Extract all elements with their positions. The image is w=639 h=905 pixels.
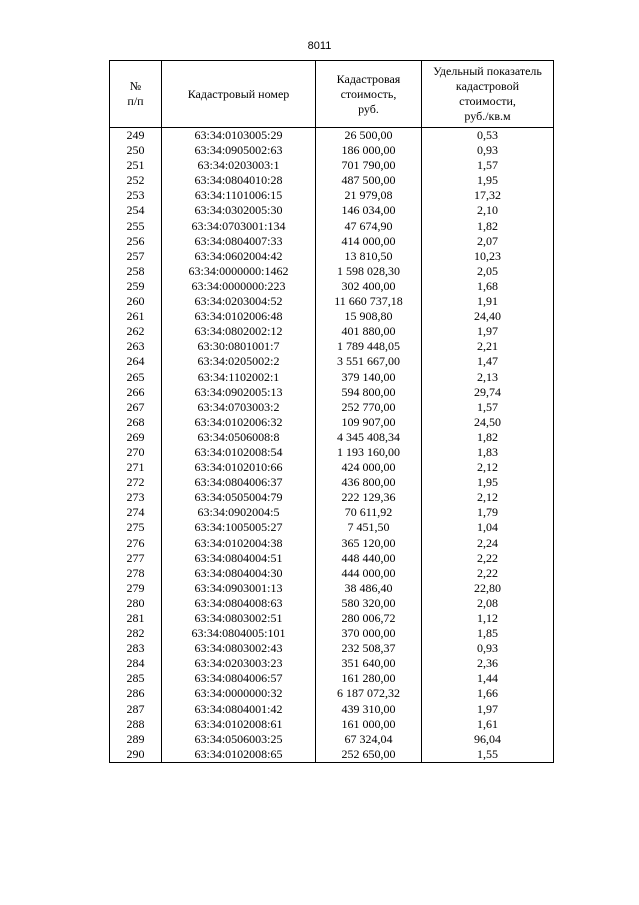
- cadastral-value-cell: 3 551 667,00: [316, 354, 422, 369]
- cadastral-value-cell: 11 660 737,18: [316, 294, 422, 309]
- cadastral-value-cell: 109 907,00: [316, 415, 422, 430]
- cadastral-number-cell: 63:34:0804006:37: [162, 475, 316, 490]
- cadastral-number-cell: 63:34:0102006:32: [162, 415, 316, 430]
- cadastral-number-cell: 63:34:1102002:1: [162, 370, 316, 385]
- table-row: [110, 641, 554, 656]
- header-specific-value: Удельный показатель кадастровой стоимости, руб./кв.м: [422, 61, 554, 128]
- cadastral-value-cell: 21 979,08: [316, 188, 422, 203]
- specific-value-cell: 1,57: [422, 400, 554, 415]
- specific-value-cell: 2,12: [422, 490, 554, 505]
- cadastral-value-cell: 701 790,00: [316, 158, 422, 173]
- row-number-cell: 285: [110, 671, 162, 686]
- header-row: [110, 61, 554, 128]
- table-row: [110, 536, 554, 551]
- specific-value-cell: 1,95: [422, 475, 554, 490]
- row-number-cell: 269: [110, 430, 162, 445]
- cadastral-value-cell: 38 486,40: [316, 581, 422, 596]
- table-row: [110, 747, 554, 763]
- cadastral-value-cell: 580 320,00: [316, 596, 422, 611]
- specific-value-cell: 24,50: [422, 415, 554, 430]
- specific-value-cell: 1,97: [422, 702, 554, 717]
- cadastral-value-cell: 26 500,00: [316, 128, 422, 144]
- cadastral-value-cell: 6 187 072,32: [316, 686, 422, 701]
- cadastral-number-cell: 63:30:0801001:7: [162, 339, 316, 354]
- table-row: [110, 354, 554, 369]
- cadastral-number-cell: 63:34:0000000:223: [162, 279, 316, 294]
- cadastral-number-cell: 63:34:0804006:57: [162, 671, 316, 686]
- row-number-cell: 268: [110, 415, 162, 430]
- row-number-cell: 282: [110, 626, 162, 641]
- cadastral-number-cell: 63:34:0804005:101: [162, 626, 316, 641]
- table-row: [110, 611, 554, 626]
- specific-value-cell: 1,68: [422, 279, 554, 294]
- cadastral-number-cell: 63:34:0102010:66: [162, 460, 316, 475]
- cadastral-number-cell: 63:34:0804004:51: [162, 551, 316, 566]
- cadastral-number-cell: 63:34:0103005:29: [162, 128, 316, 144]
- specific-value-cell: 1,82: [422, 219, 554, 234]
- specific-value-cell: 1,12: [422, 611, 554, 626]
- cadastral-value-cell: 365 120,00: [316, 536, 422, 551]
- row-number-cell: 252: [110, 173, 162, 188]
- row-number-cell: 251: [110, 158, 162, 173]
- specific-value-cell: 2,07: [422, 234, 554, 249]
- cadastral-number-cell: 63:34:0506008:8: [162, 430, 316, 445]
- row-number-cell: 260: [110, 294, 162, 309]
- cadastral-value-cell: 351 640,00: [316, 656, 422, 671]
- row-number-cell: 261: [110, 309, 162, 324]
- specific-value-cell: 1,82: [422, 430, 554, 445]
- row-number-cell: 290: [110, 747, 162, 763]
- cadastral-number-cell: 63:34:0602004:42: [162, 249, 316, 264]
- table-row: [110, 309, 554, 324]
- cadastral-number-cell: 63:34:0905002:63: [162, 143, 316, 158]
- row-number-cell: 253: [110, 188, 162, 203]
- cadastral-number-cell: 63:34:0804008:63: [162, 596, 316, 611]
- cadastral-number-cell: 63:34:0903001:13: [162, 581, 316, 596]
- table-row: [110, 596, 554, 611]
- page-number: 8011: [307, 40, 332, 52]
- cadastral-number-cell: 63:34:0102006:48: [162, 309, 316, 324]
- cadastral-number-cell: 63:34:0302005:30: [162, 203, 316, 218]
- specific-value-cell: 1,66: [422, 686, 554, 701]
- cadastral-value-cell: 1 789 448,05: [316, 339, 422, 354]
- specific-value-cell: 1,95: [422, 173, 554, 188]
- cadastral-value-cell: 67 324,04: [316, 732, 422, 747]
- cadastral-number-cell: 63:34:0803002:51: [162, 611, 316, 626]
- cadastral-value-cell: 594 800,00: [316, 385, 422, 400]
- row-number-cell: 284: [110, 656, 162, 671]
- specific-value-cell: 2,21: [422, 339, 554, 354]
- specific-value-cell: 1,79: [422, 505, 554, 520]
- cadastral-number-cell: 63:34:0102008:54: [162, 445, 316, 460]
- cadastral-number-cell: 63:34:0804007:33: [162, 234, 316, 249]
- specific-value-cell: 1,61: [422, 717, 554, 732]
- cadastral-value-cell: 487 500,00: [316, 173, 422, 188]
- cadastral-number-cell: 63:34:1101006:15: [162, 188, 316, 203]
- cadastral-value-cell: 186 000,00: [316, 143, 422, 158]
- cadastral-value-cell: 13 810,50: [316, 249, 422, 264]
- row-number-cell: 272: [110, 475, 162, 490]
- specific-value-cell: 2,10: [422, 203, 554, 218]
- table-row: [110, 566, 554, 581]
- specific-value-cell: 2,22: [422, 566, 554, 581]
- row-number-cell: 275: [110, 520, 162, 535]
- row-number-cell: 280: [110, 596, 162, 611]
- cadastral-value-cell: 302 400,00: [316, 279, 422, 294]
- specific-value-cell: 1,44: [422, 671, 554, 686]
- cadastral-value-cell: 146 034,00: [316, 203, 422, 218]
- row-number-cell: 281: [110, 611, 162, 626]
- cadastral-number-cell: 63:34:0203004:52: [162, 294, 316, 309]
- table-row: [110, 143, 554, 158]
- cadastral-value-cell: 232 508,37: [316, 641, 422, 656]
- table-row: [110, 656, 554, 671]
- row-number-cell: 278: [110, 566, 162, 581]
- cadastral-value-cell: 1 193 160,00: [316, 445, 422, 460]
- row-number-cell: 255: [110, 219, 162, 234]
- row-number-cell: 289: [110, 732, 162, 747]
- row-number-cell: 277: [110, 551, 162, 566]
- row-number-cell: 270: [110, 445, 162, 460]
- table-row: [110, 128, 554, 144]
- table-row: [110, 717, 554, 732]
- specific-value-cell: 1,83: [422, 445, 554, 460]
- row-number-cell: 271: [110, 460, 162, 475]
- cadastral-value-cell: 414 000,00: [316, 234, 422, 249]
- table-row: [110, 445, 554, 460]
- table-row: [110, 400, 554, 415]
- cadastral-value-cell: 7 451,50: [316, 520, 422, 535]
- specific-value-cell: 2,05: [422, 264, 554, 279]
- cadastral-number-cell: 63:34:0102008:65: [162, 747, 316, 763]
- table-body: [110, 128, 554, 763]
- table-row: [110, 264, 554, 279]
- table-row: [110, 460, 554, 475]
- specific-value-cell: 22,80: [422, 581, 554, 596]
- row-number-cell: 287: [110, 702, 162, 717]
- table-row: [110, 234, 554, 249]
- row-number-cell: 264: [110, 354, 162, 369]
- row-number-cell: 274: [110, 505, 162, 520]
- row-number-cell: 273: [110, 490, 162, 505]
- table-row: [110, 158, 554, 173]
- cadastral-value-cell: 424 000,00: [316, 460, 422, 475]
- table-row: [110, 475, 554, 490]
- table-row: [110, 430, 554, 445]
- cadastral-value-cell: 439 310,00: [316, 702, 422, 717]
- cadastral-number-cell: 63:34:0102004:38: [162, 536, 316, 551]
- cadastral-value-cell: 47 674,90: [316, 219, 422, 234]
- header-cadastral-value: Кадастровая стоимость, руб.: [316, 61, 422, 128]
- specific-value-cell: 1,97: [422, 324, 554, 339]
- cadastral-value-cell: 161 280,00: [316, 671, 422, 686]
- specific-value-cell: 2,12: [422, 460, 554, 475]
- specific-value-cell: 10,23: [422, 249, 554, 264]
- cadastral-value-cell: 401 880,00: [316, 324, 422, 339]
- cadastral-number-cell: 63:34:0803002:43: [162, 641, 316, 656]
- table-row: [110, 415, 554, 430]
- cadastral-value-cell: 4 345 408,34: [316, 430, 422, 445]
- table-header: [110, 61, 554, 128]
- row-number-cell: 256: [110, 234, 162, 249]
- cadastral-number-cell: 63:34:0203003:1: [162, 158, 316, 173]
- row-number-cell: 257: [110, 249, 162, 264]
- cadastral-number-cell: 63:34:0802002:12: [162, 324, 316, 339]
- row-number-cell: 288: [110, 717, 162, 732]
- cadastral-number-cell: 63:34:0804001:42: [162, 702, 316, 717]
- cadastral-value-cell: 252 650,00: [316, 747, 422, 763]
- cadastral-number-cell: 63:34:0203003:23: [162, 656, 316, 671]
- table-row: [110, 203, 554, 218]
- specific-value-cell: 1,04: [422, 520, 554, 535]
- specific-value-cell: 0,53: [422, 128, 554, 144]
- cadastral-number-cell: 63:34:0703003:2: [162, 400, 316, 415]
- cadastral-value-cell: 161 000,00: [316, 717, 422, 732]
- specific-value-cell: 24,40: [422, 309, 554, 324]
- cadastral-number-cell: 63:34:0000000:1462: [162, 264, 316, 279]
- cadastral-number-cell: 63:34:0902005:13: [162, 385, 316, 400]
- cadastral-number-cell: 63:34:0000000:32: [162, 686, 316, 701]
- header-cadastral-number: Кадастровый номер: [162, 61, 316, 128]
- specific-value-cell: 1,85: [422, 626, 554, 641]
- row-number-cell: 265: [110, 370, 162, 385]
- cadastral-value-cell: 280 006,72: [316, 611, 422, 626]
- cadastral-value-table: [109, 60, 554, 763]
- row-number-cell: 250: [110, 143, 162, 158]
- table-row: [110, 385, 554, 400]
- table-row: [110, 279, 554, 294]
- specific-value-cell: 0,93: [422, 143, 554, 158]
- specific-value-cell: 17,32: [422, 188, 554, 203]
- specific-value-cell: 96,04: [422, 732, 554, 747]
- specific-value-cell: 1,55: [422, 747, 554, 763]
- cadastral-number-cell: 63:34:0902004:5: [162, 505, 316, 520]
- cadastral-number-cell: 63:34:0804004:30: [162, 566, 316, 581]
- cadastral-value-cell: 436 800,00: [316, 475, 422, 490]
- cadastral-number-cell: 63:34:0703001:134: [162, 219, 316, 234]
- specific-value-cell: 2,24: [422, 536, 554, 551]
- table-row: [110, 173, 554, 188]
- table-row: [110, 219, 554, 234]
- specific-value-cell: 1,91: [422, 294, 554, 309]
- table-row: [110, 626, 554, 641]
- table-row: [110, 370, 554, 385]
- table-row: [110, 324, 554, 339]
- cadastral-value-cell: 252 770,00: [316, 400, 422, 415]
- specific-value-cell: 2,08: [422, 596, 554, 611]
- cadastral-value-cell: 444 000,00: [316, 566, 422, 581]
- table-row: [110, 732, 554, 747]
- row-number-cell: 263: [110, 339, 162, 354]
- specific-value-cell: 29,74: [422, 385, 554, 400]
- cadastral-number-cell: 63:34:0505004:79: [162, 490, 316, 505]
- cadastral-value-cell: 222 129,36: [316, 490, 422, 505]
- table-row: [110, 702, 554, 717]
- specific-value-cell: 1,47: [422, 354, 554, 369]
- row-number-cell: 279: [110, 581, 162, 596]
- row-number-cell: 276: [110, 536, 162, 551]
- row-number-cell: 286: [110, 686, 162, 701]
- cadastral-number-cell: 63:34:0205002:2: [162, 354, 316, 369]
- table-row: [110, 249, 554, 264]
- table-row: [110, 686, 554, 701]
- row-number-cell: 266: [110, 385, 162, 400]
- table-row: [110, 520, 554, 535]
- row-number-cell: 249: [110, 128, 162, 144]
- row-number-cell: 283: [110, 641, 162, 656]
- cadastral-value-cell: 1 598 028,30: [316, 264, 422, 279]
- cadastral-number-cell: 63:34:0804010:28: [162, 173, 316, 188]
- cadastral-number-cell: 63:34:0102008:61: [162, 717, 316, 732]
- header-row-number: № п/п: [110, 61, 162, 128]
- cadastral-number-cell: 63:34:1005005:27: [162, 520, 316, 535]
- table-row: [110, 294, 554, 309]
- cadastral-value-cell: 448 440,00: [316, 551, 422, 566]
- cadastral-value-cell: 379 140,00: [316, 370, 422, 385]
- cadastral-value-cell: 15 908,80: [316, 309, 422, 324]
- specific-value-cell: 0,93: [422, 641, 554, 656]
- row-number-cell: 267: [110, 400, 162, 415]
- cadastral-value-cell: 70 611,92: [316, 505, 422, 520]
- row-number-cell: 262: [110, 324, 162, 339]
- table-row: [110, 581, 554, 596]
- table-row: [110, 339, 554, 354]
- specific-value-cell: 2,13: [422, 370, 554, 385]
- specific-value-cell: 1,57: [422, 158, 554, 173]
- specific-value-cell: 2,22: [422, 551, 554, 566]
- table-row: [110, 671, 554, 686]
- row-number-cell: 259: [110, 279, 162, 294]
- table-row: [110, 505, 554, 520]
- table-row: [110, 188, 554, 203]
- cadastral-number-cell: 63:34:0506003:25: [162, 732, 316, 747]
- row-number-cell: 254: [110, 203, 162, 218]
- table-row: [110, 551, 554, 566]
- row-number-cell: 258: [110, 264, 162, 279]
- specific-value-cell: 2,36: [422, 656, 554, 671]
- table-row: [110, 490, 554, 505]
- cadastral-value-cell: 370 000,00: [316, 626, 422, 641]
